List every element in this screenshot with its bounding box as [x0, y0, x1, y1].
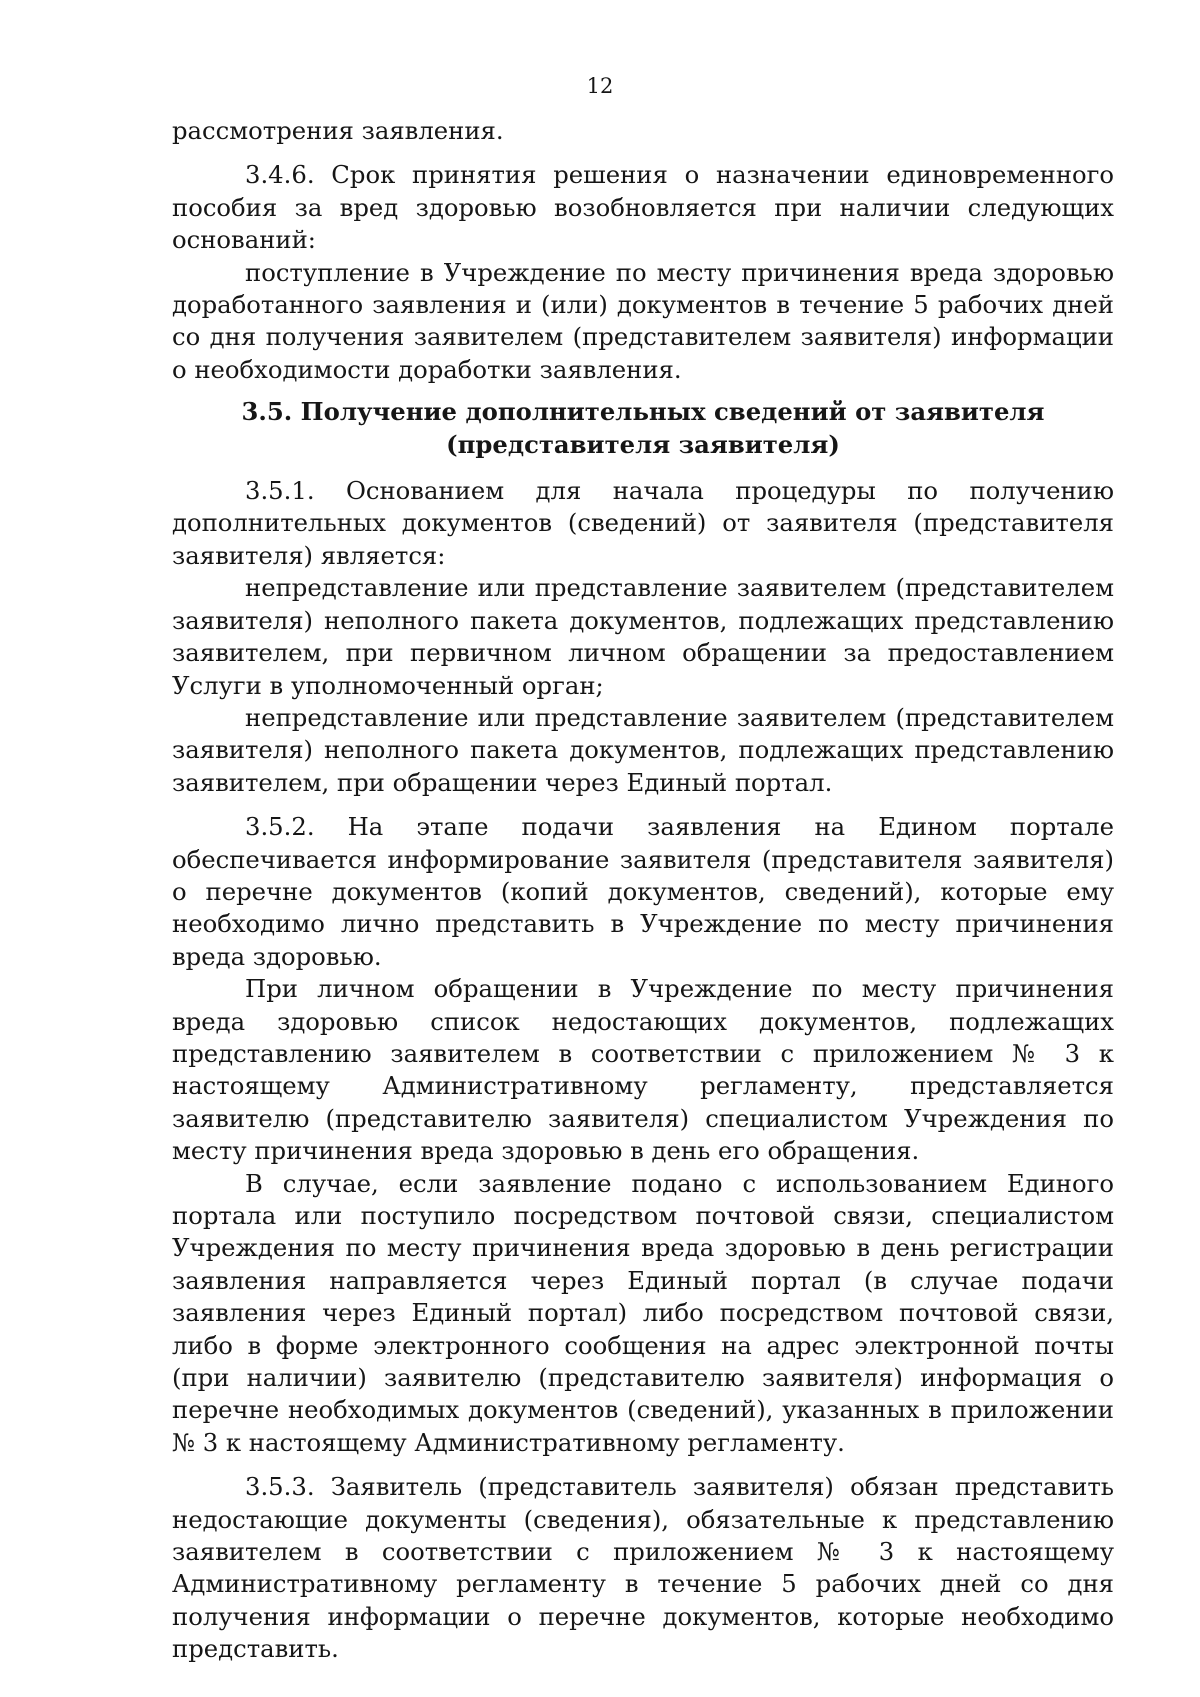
paragraph-3-4-6: 3.4.6. Срок принятия решения о назначении единовременного пособия за вред здоровью возобновляется при наличии следующих оснований: — [172, 160, 1114, 255]
document-body — [172, 115, 1114, 1666]
paragraph-portal-or-mail: В случае, если заявление подано с использованием Единого портала или поступило посредством почтовой связи, специалистом Учреждения по месту причинения вреда здоровью в день регистрации заявления направляется через Единый портал (в случае подачи заявления через Единый портал) либо посредством почтовой связи, либо в форме электронного сообщения на адрес электронной почты (при наличии) заявителю (представителю заявителя) информация о перечне необходимых документов (сведений), указанных в приложении № 3 к настоящему Административному регламенту. — [172, 1168, 1114, 1457]
section-heading-line-2: (представителя заявителя) — [446, 429, 840, 459]
paragraph-personal-appeal: При личном обращении в Учреждение по месту причинения вреда здоровью список недостающих документов, подлежащих представлению заявителем в соответствии с приложением № 3 к настоящему Административному регламенту, представляется заявителю (представителю заявителя) специалистом Учреждения по месту причинения вреда здоровью в день его обращения. — [172, 974, 1114, 1166]
paragraph-3-5-1: 3.5.1. Основанием для начала процедуры по получению дополнительных документов (сведений) от заявителя (представителя заявителя) является: — [172, 476, 1114, 570]
paragraph-resumption-grounds: поступление в Учреждение по месту причинения вреда здоровью доработанного заявления и (или) документов в течение 5 рабочих дней со дня получения заявителем (представителем заявителя) информации о необходимости доработки заявления. — [172, 257, 1114, 384]
paragraph-continuation: рассмотрения заявления. — [172, 116, 504, 145]
paragraph-non-submission-personal: непредставление или представление заявителем (представителем заявителя) неполного пакета документов, подлежащих представлению заявителем, при первичном личном обращении за предоставлением Услуги в уполномоченный орган; — [172, 573, 1114, 700]
paragraph-3-5-3: 3.5.3. Заявитель (представитель заявителя) обязан представить недостающие документы (сведения), обязательные к представлению заявителем в соответствии с приложением № 3 к настоящему Административному регламенту в течение 5 рабочих дней со дня получения информации о перечне документов, которые необходимо представить. — [172, 1472, 1114, 1664]
section-heading-line-1: 3.5. Получение дополнительных сведений от заявителя — [241, 397, 1045, 427]
paragraph-non-submission-portal: непредставление или представление заявителем (представителем заявителя) неполного пакета документов, подлежащих представлению заявителем, при обращении через Единый портал. — [172, 702, 1114, 797]
paragraph-3-5-2: 3.5.2. На этапе подачи заявления на Едином портале обеспечивается информирование заявителя (представителя заявителя) о перечне документов (копий документов, сведений), которые ему необходимо лично представить в Учреждение по месту причинения вреда здоровью. — [172, 812, 1114, 971]
page-number: 12 — [586, 74, 614, 98]
section-heading-3-5 — [172, 396, 1114, 461]
